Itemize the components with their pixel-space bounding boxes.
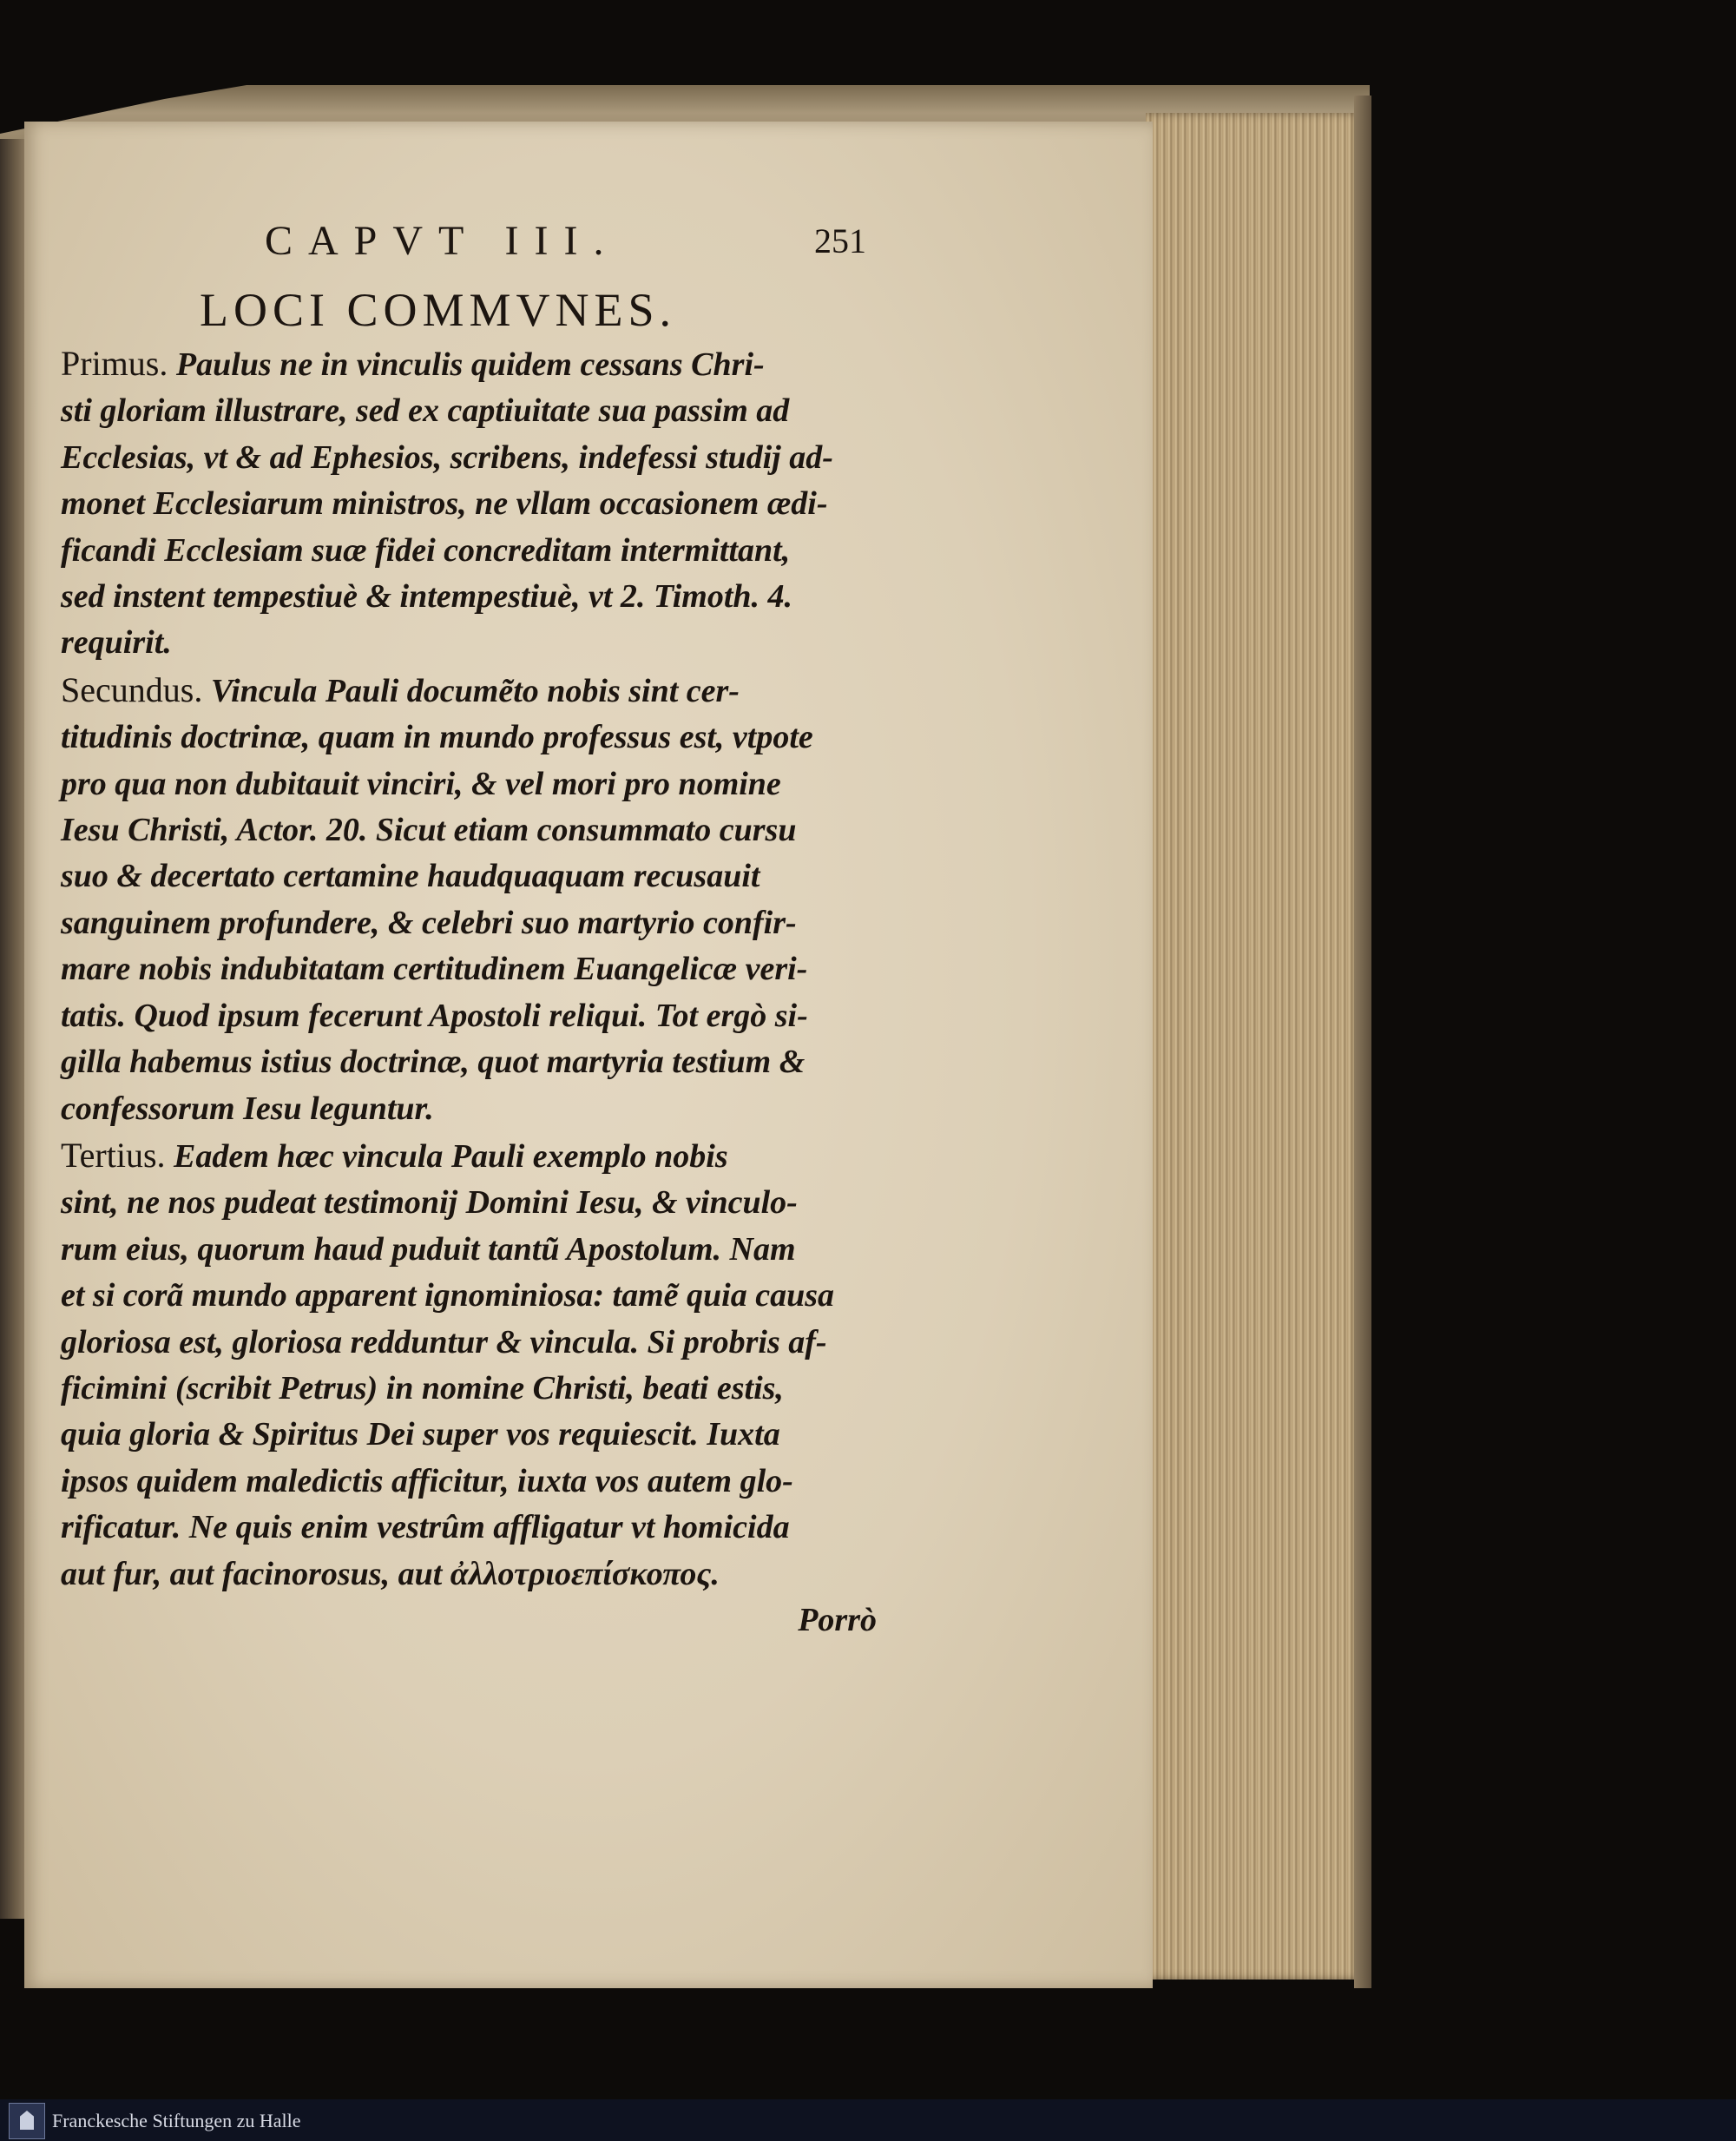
text-line: titudinis doctrinæ, quam in mundo professus est, vtpote bbox=[61, 719, 813, 756]
book-cover-left bbox=[0, 139, 26, 1919]
text-line: suo & decertato certamine haudquaquam recusauit bbox=[61, 858, 760, 895]
section-title: LOCI COMMVNES. bbox=[200, 284, 677, 336]
paragraph-secundus bbox=[61, 667, 877, 1132]
text-line: ipsos quidem maledictis afficitur, iuxta vos autem glo- bbox=[61, 1462, 793, 1499]
institution-name: Franckesche Stiftungen zu Halle bbox=[52, 2110, 301, 2131]
book-fore-edge bbox=[1146, 113, 1363, 1980]
text-line: pro qua non dubitauit vinciri, & vel mori pro nomine bbox=[61, 765, 781, 802]
text-line: sed instent tempestiuè & intempestiuè, vt 2. Timoth. 4. bbox=[61, 578, 793, 616]
page-text-block bbox=[61, 217, 877, 1639]
page-number: 251 bbox=[814, 221, 866, 260]
text-line: aut fur, aut facinorosus, aut ἀλλοτριοεπίσκοπος. bbox=[61, 1555, 720, 1592]
text-line: sti gloriam illustrare, sed ex captiuitate sua passim ad bbox=[61, 392, 790, 430]
text-line: sanguinem profundere, & celebri suo martyrio confir- bbox=[61, 904, 797, 941]
text-line: mare nobis indubitatam certitudinem Euangelicæ veri- bbox=[61, 951, 808, 988]
viewer-footer bbox=[0, 2099, 1736, 2141]
catchword: Porrò bbox=[798, 1601, 877, 1638]
paragraph-primus bbox=[61, 340, 877, 667]
text-line: Iesu Christi, Actor. 20. Sicut etiam consummato cursu bbox=[61, 812, 797, 849]
text-line: Primus. Paulus ne in vinculis quidem cessans Chri- bbox=[61, 344, 765, 383]
text-line: et si corã mundo apparent ignominiosa: tamẽ quia causa bbox=[61, 1277, 834, 1314]
text-line: rificatur. Ne quis enim vestrûm affligatur vt homicida bbox=[61, 1509, 790, 1546]
text-line: sint, ne nos pudeat testimonij Domini Iesu, & vinculo- bbox=[61, 1184, 798, 1222]
text-line: requirit. bbox=[61, 624, 172, 662]
paragraph-lead: Primus. bbox=[61, 344, 168, 383]
text-line: ficandi Ecclesiam suæ fidei concreditam intermittant, bbox=[61, 531, 791, 569]
text-line: Tertius. Eadem hæc vincula Pauli exemplo nobis bbox=[61, 1135, 728, 1175]
book-board-edge bbox=[1354, 96, 1371, 1988]
running-head bbox=[61, 217, 877, 273]
text-line: confessorum Iesu leguntur. bbox=[61, 1090, 434, 1127]
text-line: quia gloria & Spiritus Dei super vos requiescit. Iuxta bbox=[61, 1416, 780, 1453]
text-line: gilla habemus istius doctrinæ, quot martyria testium & bbox=[61, 1044, 806, 1081]
institution-logo-icon bbox=[9, 2103, 45, 2139]
text-line: gloriosa est, gloriosa redduntur & vincula. Si probris af- bbox=[61, 1323, 827, 1360]
text-line: rum eius, quorum haud puduit tantũ Apostolum. Nam bbox=[61, 1230, 796, 1268]
text-line: monet Ecclesiarum ministros, ne vllam occasionem ædi- bbox=[61, 485, 828, 523]
paragraph-lead: Tertius. bbox=[61, 1135, 166, 1175]
running-title: CAPVT III. bbox=[265, 218, 620, 264]
text-line: Secundus. Vincula Pauli documẽto nobis sint cer- bbox=[61, 669, 740, 709]
paragraph-lead: Secundus. bbox=[61, 669, 203, 709]
paragraph-tertius bbox=[61, 1132, 877, 1598]
text-line: ficimini (scribit Petrus) in nomine Christi, beati estis, bbox=[61, 1369, 784, 1406]
text-line: tatis. Quod ipsum fecerunt Apostoli reliqui. Tot ergò si- bbox=[61, 997, 808, 1034]
text-line: Ecclesias, vt & ad Ephesios, scribens, indefessi studij ad- bbox=[61, 438, 833, 476]
